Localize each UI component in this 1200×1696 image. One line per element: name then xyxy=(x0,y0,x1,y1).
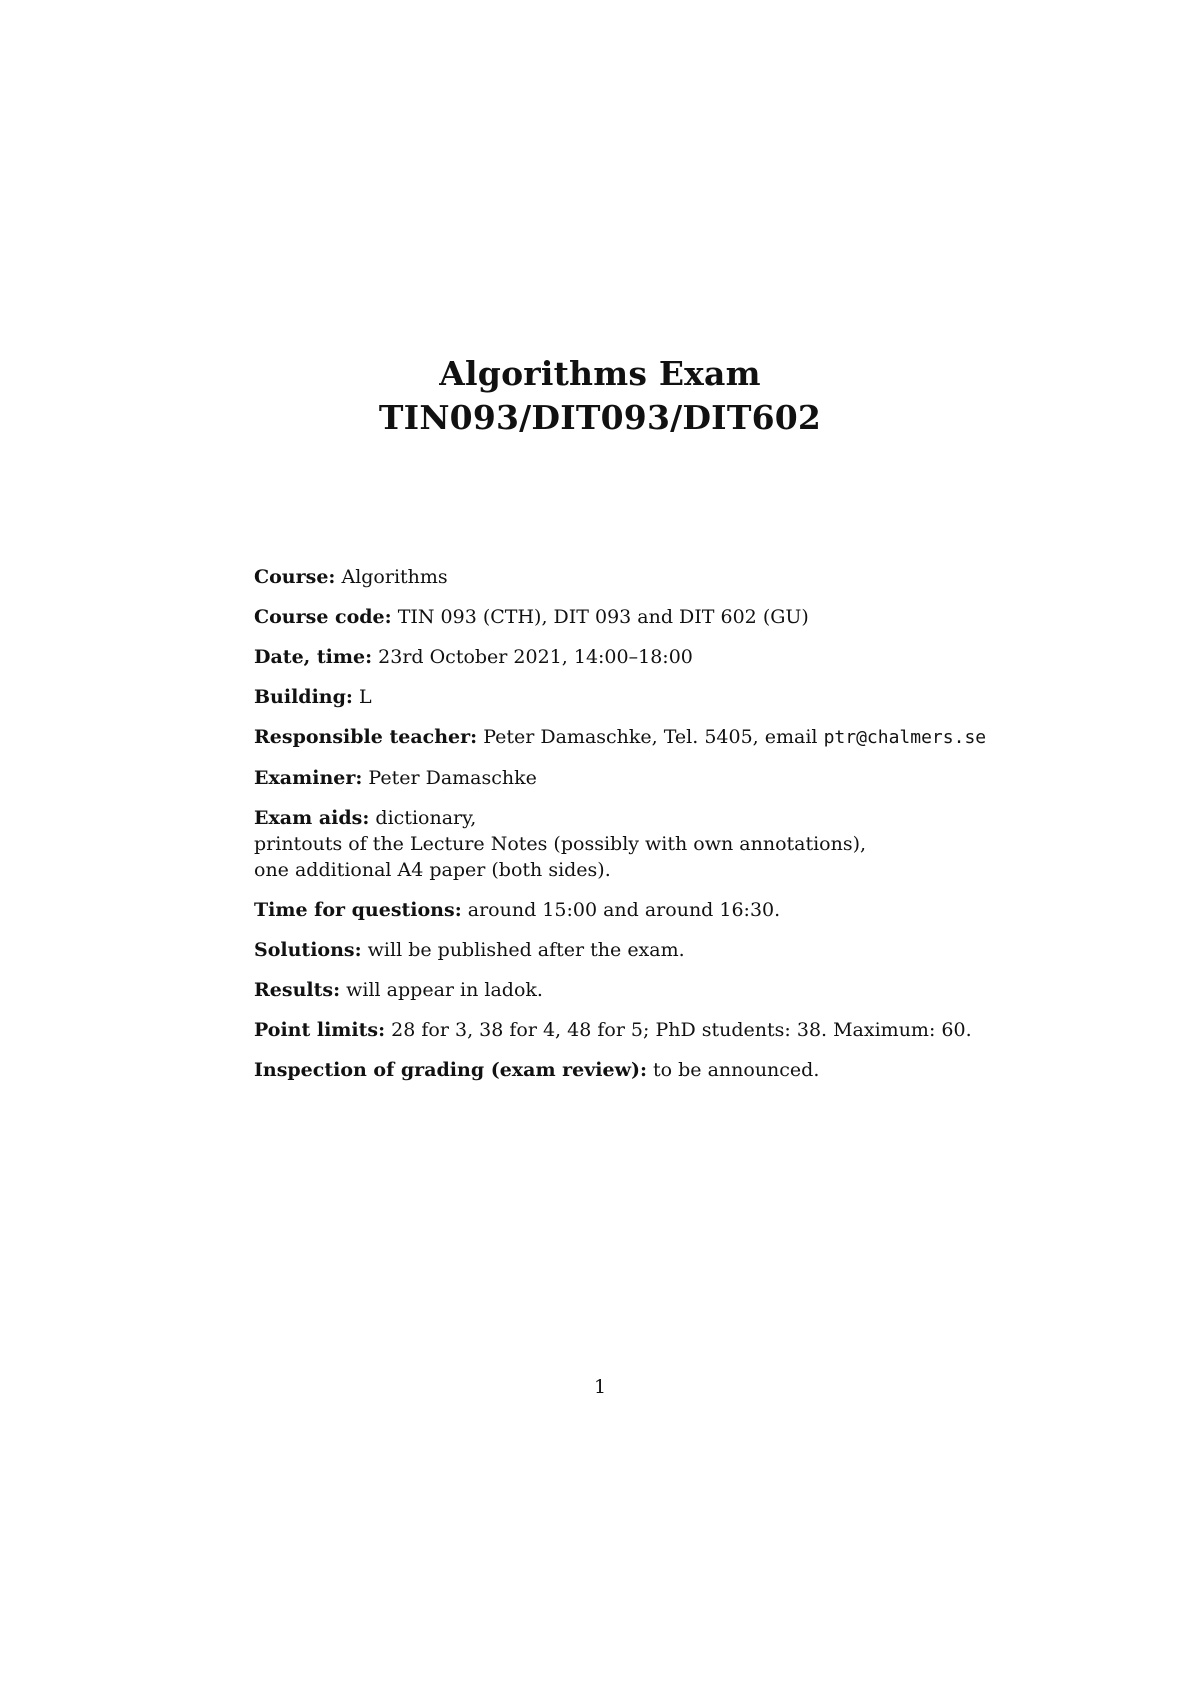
info-inspection-value: to be announced. xyxy=(653,1059,820,1081)
info-point-limits xyxy=(254,1017,1014,1043)
info-exam-aids-line3: one additional A4 paper (both sides). xyxy=(254,859,611,881)
info-results xyxy=(254,977,1014,1003)
info-exam-aids-value: dictionary, xyxy=(375,807,477,829)
info-building xyxy=(254,684,1014,710)
info-time-for-questions-label: Time for questions: xyxy=(254,899,462,921)
info-date-time xyxy=(254,644,1014,670)
info-examiner-value: Peter Damaschke xyxy=(368,767,537,789)
info-examiner xyxy=(254,765,1014,791)
info-exam-aids-line1 xyxy=(254,805,1014,831)
title-block xyxy=(0,352,1200,440)
info-point-limits-value: 28 for 3, 38 for 4, 48 for 5; PhD students: 38. Maximum: 60. xyxy=(391,1019,972,1041)
course-codes-title: TIN093/DIT093/DIT602 xyxy=(378,398,822,437)
info-solutions-value: will be published after the exam. xyxy=(367,939,685,961)
info-date-time-label: Date, time: xyxy=(254,646,373,668)
info-exam-aids xyxy=(254,805,1014,883)
info-inspection xyxy=(254,1057,1014,1083)
info-responsible-teacher xyxy=(254,724,1014,751)
teacher-email-link[interactable]: ptr@chalmers.se xyxy=(823,727,987,748)
info-time-for-questions xyxy=(254,897,1014,923)
info-course-code xyxy=(254,604,1014,630)
info-results-value: will appear in ladok. xyxy=(346,979,543,1001)
info-course-label: Course: xyxy=(254,566,336,588)
info-results-label: Results: xyxy=(254,979,341,1001)
info-time-for-questions-value: around 15:00 and around 16:30. xyxy=(467,899,781,921)
page-number: 1 xyxy=(593,1376,607,1398)
info-solutions-label: Solutions: xyxy=(254,939,362,961)
exam-title: Algorithms Exam xyxy=(439,354,761,393)
info-building-value: L xyxy=(358,686,372,708)
info-course-code-label: Course code: xyxy=(254,606,392,628)
info-exam-aids-label: Exam aids: xyxy=(254,807,370,829)
info-point-limits-label: Point limits: xyxy=(254,1019,386,1041)
info-solutions xyxy=(254,937,1014,963)
info-date-time-value: 23rd October 2021, 14:00–18:00 xyxy=(378,646,693,668)
info-course xyxy=(254,564,1014,590)
info-responsible-teacher-value: Peter Damaschke, Tel. 5405, email xyxy=(483,726,818,748)
exam-info-list xyxy=(254,564,1014,1097)
info-inspection-label: Inspection of grading (exam review): xyxy=(254,1059,647,1081)
info-responsible-teacher-label: Responsible teacher: xyxy=(254,726,478,748)
info-exam-aids-line2: printouts of the Lecture Notes (possibly with own annotations), xyxy=(254,833,867,855)
info-examiner-label: Examiner: xyxy=(254,767,363,789)
info-course-code-value: TIN 093 (CTH), DIT 093 and DIT 602 (GU) xyxy=(397,606,809,628)
info-building-label: Building: xyxy=(254,686,353,708)
info-course-value: Algorithms xyxy=(341,566,448,588)
